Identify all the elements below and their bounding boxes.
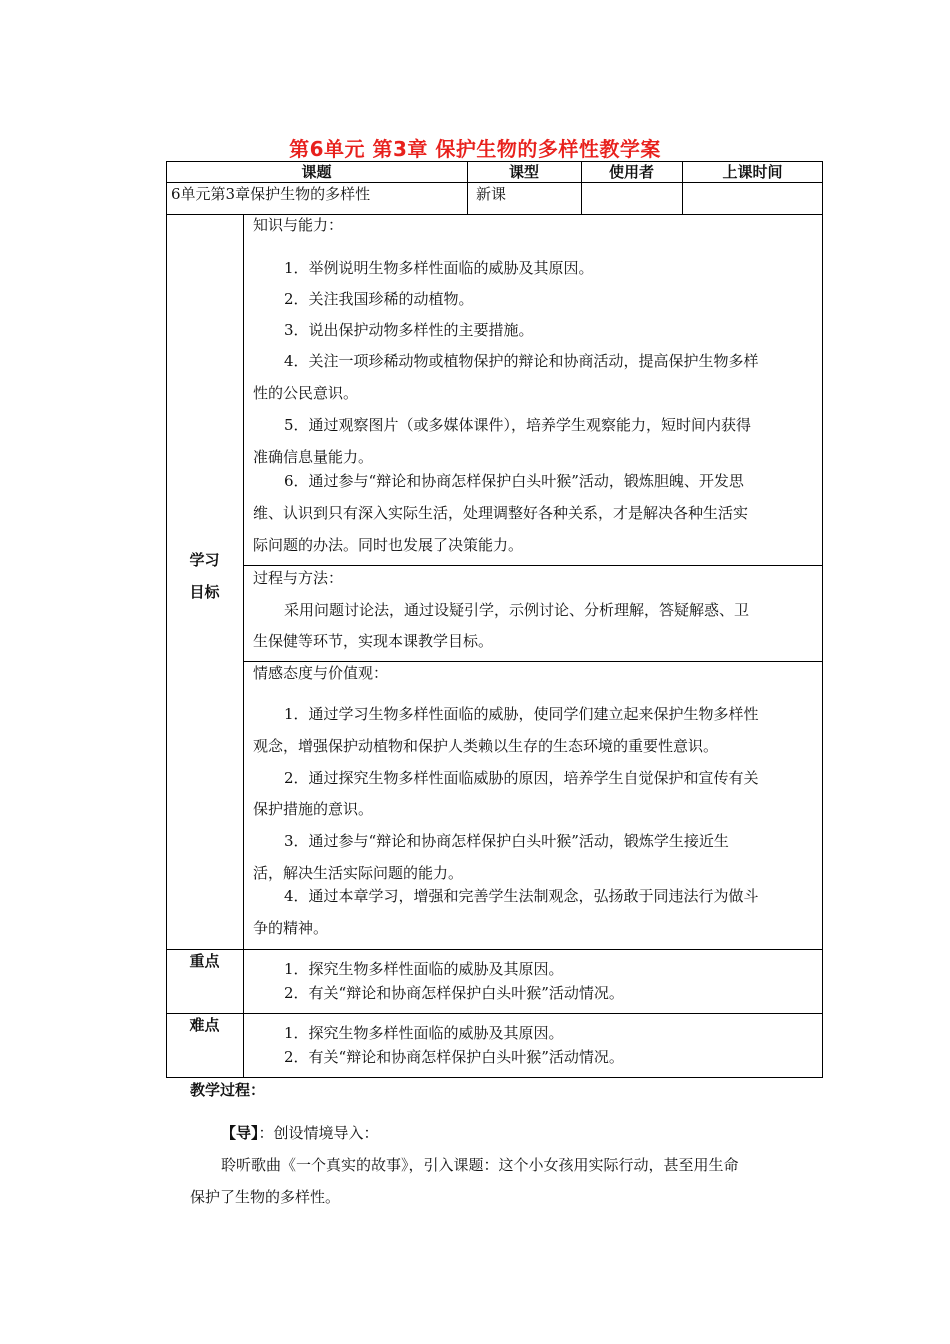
- process-line: 生保健等环节，实现本课教学目标。: [253, 632, 494, 650]
- goals-rule: [166, 949, 823, 950]
- goals-label-line1: 学习: [189, 551, 220, 569]
- keypoints-rule: [166, 1013, 823, 1014]
- attitude-line: 观念，增强保护动植物和保护人类赖以生存的生态环境的重要性意识。: [253, 737, 719, 755]
- keypoint-line: 1．探究生物多样性面临的威胁及其原因。: [284, 960, 564, 978]
- knowledge-line: 维、认识到只有深入实际生活，处理调整好各种关系，才是解决各种生活实: [253, 504, 749, 522]
- knowledge-heading: 知识与能力：: [253, 216, 344, 234]
- header-type: 课型: [508, 163, 539, 181]
- knowledge-line: 2．关注我国珍稀的动植物。: [284, 290, 474, 308]
- attitude-line: 保护措施的意识。: [253, 800, 374, 818]
- attitude-line: 活，解决生活实际问题的能力。: [253, 864, 464, 882]
- type-cell: 新课: [476, 185, 507, 203]
- difficulty-line: 2．有关“辩论和协商怎样保护白头叶猴”活动情况。: [284, 1048, 624, 1066]
- topic-cell: 6单元第3章保护生物的多样性: [171, 185, 371, 203]
- attitude-line: 2．通过探究生物多样性面临威胁的原因，培养学生自觉保护和宣传有关: [284, 769, 759, 787]
- process-heading-section: 教学过程：: [190, 1081, 266, 1099]
- process-rule: [243, 661, 823, 662]
- paragraph-line: 保护了生物的多样性。: [190, 1188, 341, 1206]
- attitude-line: 争的精神。: [253, 919, 329, 937]
- knowledge-line: 1．举例说明生物多样性面临的威胁及其原因。: [284, 259, 594, 277]
- header-topic: 课题: [301, 163, 332, 181]
- attitude-line: 3．通过参与“辩论和协商怎样保护白头叶猴”活动，锻炼学生接近生: [284, 832, 729, 850]
- attitude-line: 1．通过学习生物多样性面临的威胁，使同学们建立起来保护生物多样性: [284, 705, 759, 723]
- knowledge-line: 准确信息量能力。: [253, 448, 374, 466]
- paragraph-line: 聆听歌曲《一个真实的故事》，引入课题：这个小女孩用实际行动，甚至用生命: [221, 1156, 739, 1174]
- knowledge-line: 4．关注一项珍稀动物或植物保护的辩论和协商活动，提高保护生物多样: [284, 352, 759, 370]
- knowledge-line: 5．通过观察图片（或多媒体课件），培养学生观察能力，短时间内获得: [284, 416, 752, 434]
- knowledge-rule: [243, 565, 823, 566]
- lead-tag: 【导】: [221, 1124, 259, 1142]
- goals-label-line2: 目标: [189, 583, 220, 601]
- attitude-heading: 情感态度与价值观：: [253, 664, 389, 682]
- knowledge-line: 6．通过参与“辩论和协商怎样保护白头叶猴”活动，锻炼胆魄、开发思: [284, 472, 744, 490]
- knowledge-line: 性的公民意识。: [253, 384, 359, 402]
- knowledge-line: 3．说出保护动物多样性的主要措施。: [284, 321, 534, 339]
- header-time: 上课时间: [722, 163, 783, 181]
- keypoint-line: 2．有关“辩论和协商怎样保护白头叶猴”活动情况。: [284, 984, 624, 1002]
- lead-text: ：创设情境导入：: [258, 1124, 379, 1142]
- knowledge-line: 际问题的办法。同时也发展了决策能力。: [253, 536, 524, 554]
- header-user: 使用者: [608, 163, 654, 181]
- label-col-rule: [243, 214, 244, 1078]
- lead-in: [221, 1123, 379, 1143]
- document-title: 第6单元 第3章 保护生物的多样性教学案: [289, 137, 661, 161]
- process-line: 采用问题讨论法，通过设疑引学，示例讨论、分析理解，答疑解惑、卫: [284, 601, 750, 619]
- attitude-line: 4．通过本章学习，增强和完善学生法制观念，弘扬敢于同违法行为做斗: [284, 887, 759, 905]
- goals-label: [166, 544, 243, 608]
- process-heading: 过程与方法：: [253, 569, 344, 587]
- difficulty-line: 1．探究生物多样性面临的威胁及其原因。: [284, 1024, 564, 1042]
- difficulties-label: 难点: [189, 1016, 220, 1034]
- keypoints-label: 重点: [189, 952, 220, 970]
